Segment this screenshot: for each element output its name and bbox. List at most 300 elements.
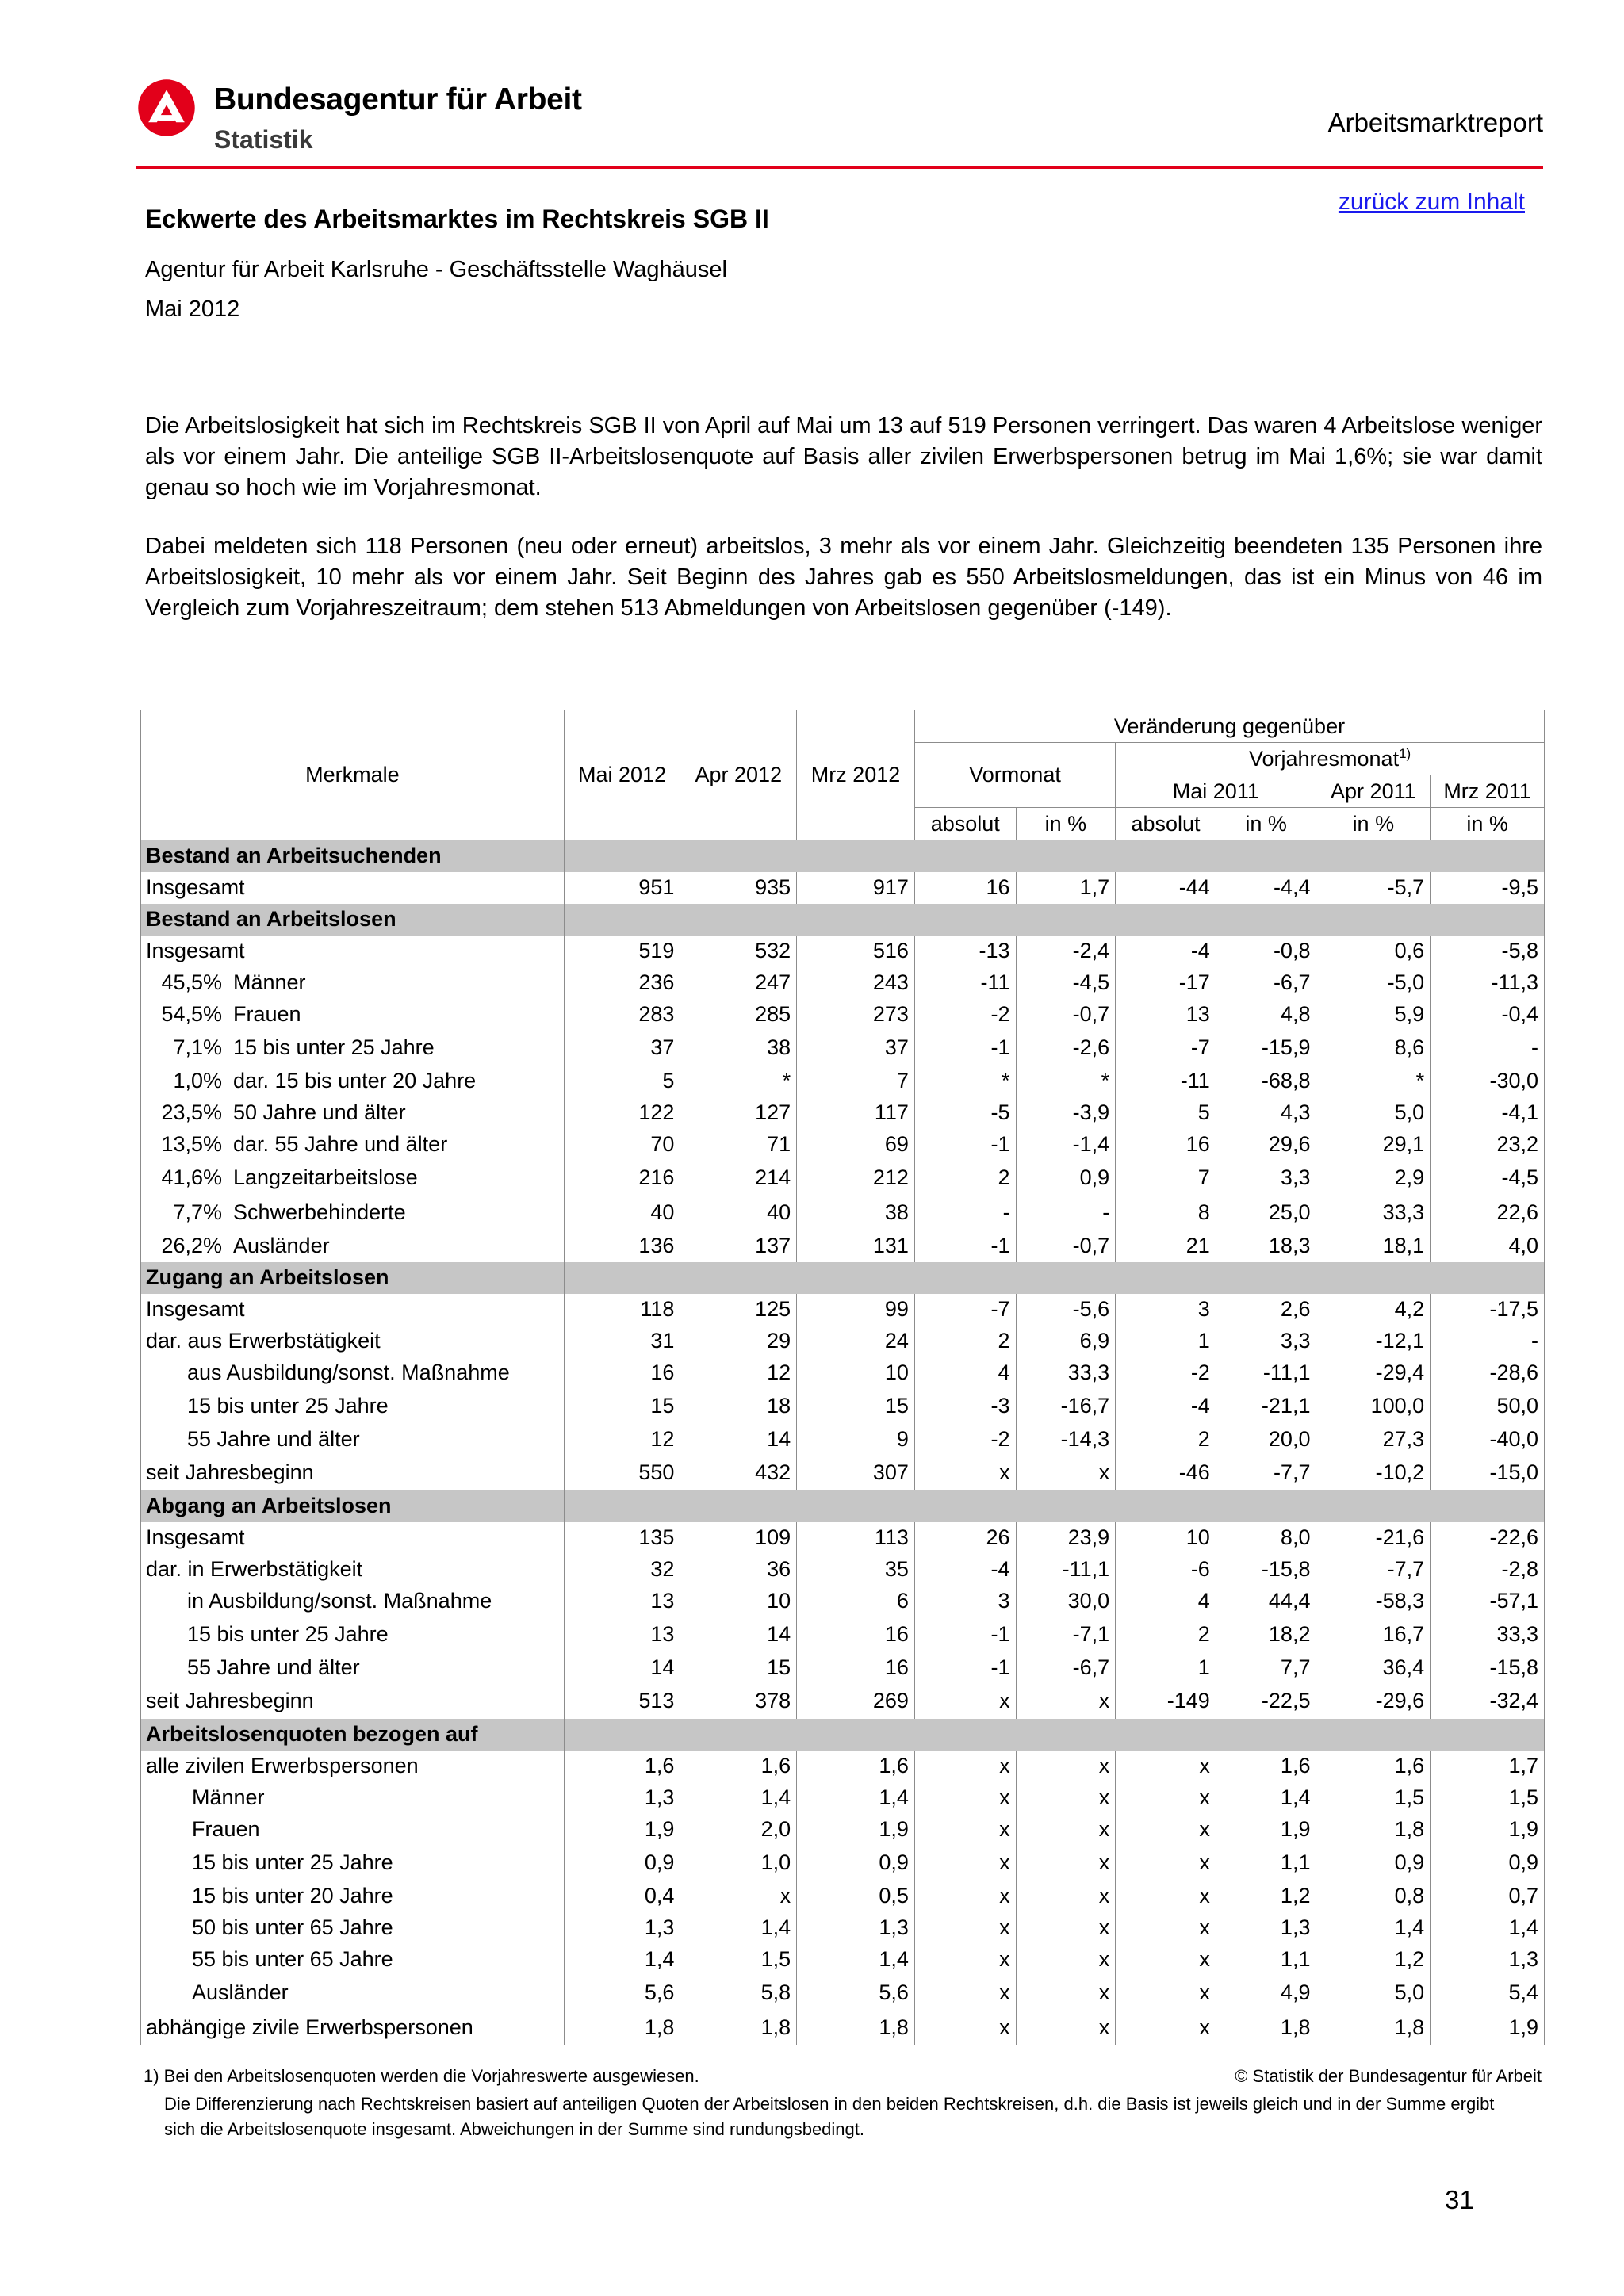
table-cell: -4,5	[1431, 1161, 1545, 1196]
table-cell: 1,6	[680, 1751, 797, 1782]
table-row	[141, 1554, 1545, 1586]
table-cell: 1,4	[797, 1944, 915, 1976]
table-cell: 22,6	[1431, 1196, 1545, 1230]
table-cell: -14,3	[1016, 1424, 1116, 1456]
table-cell: 3	[1116, 1294, 1216, 1326]
table-cell: -57,1	[1431, 1586, 1545, 1617]
table-cell: x	[914, 1881, 1016, 1912]
table-row	[141, 1912, 1545, 1944]
table-row	[141, 1522, 1545, 1554]
table-cell: 33,3	[1431, 1617, 1545, 1652]
row-label-cell: in Ausbildung/sonst. Maßnahme	[141, 1586, 565, 1617]
row-label-cell: Ausländer	[141, 1976, 565, 2011]
table-cell: -28,6	[1431, 1357, 1545, 1389]
table-cell: 1	[1116, 1326, 1216, 1357]
table-cell: 0,9	[1431, 1846, 1545, 1881]
table-cell: 13	[564, 1586, 680, 1617]
table-cell: -149	[1116, 1684, 1216, 1719]
table-cell: -4,4	[1216, 872, 1316, 904]
table-cell: 6,9	[1016, 1326, 1116, 1357]
page-number: 31	[1445, 2185, 1474, 2214]
table-cell: 100,0	[1316, 1389, 1431, 1424]
table-cell: -9,5	[1431, 872, 1545, 904]
table-cell: 935	[680, 872, 797, 904]
table-cell: 0,9	[797, 1846, 915, 1881]
header-merkmale: Merkmale	[141, 710, 565, 840]
header-mrz-2012: Mrz 2012	[797, 710, 915, 840]
table-cell: -11,3	[1431, 967, 1545, 999]
table-cell: 4,0	[1431, 1230, 1545, 1262]
table-cell: -15,0	[1431, 1456, 1545, 1490]
table-cell: -29,4	[1316, 1357, 1431, 1389]
table-cell: 36,4	[1316, 1652, 1431, 1684]
row-label-cell	[141, 1097, 565, 1129]
table-cell: -4	[1116, 1389, 1216, 1424]
table-cell: -0,7	[1016, 999, 1116, 1031]
row-label-cell	[141, 1066, 565, 1097]
table-cell: 550	[564, 1456, 680, 1490]
table-cell: 27,3	[1316, 1424, 1431, 1456]
table-row	[141, 936, 1545, 967]
table-cell: 25,0	[1216, 1196, 1316, 1230]
table-cell: 285	[680, 999, 797, 1031]
table-cell: x	[1116, 1846, 1216, 1881]
table-cell: -	[1431, 1326, 1545, 1357]
table-cell: 1,3	[1216, 1912, 1316, 1944]
table-cell: x	[1016, 1846, 1116, 1881]
table-cell: 29,6	[1216, 1129, 1316, 1161]
table-row	[141, 1846, 1545, 1881]
table-cell: -3,9	[1016, 1097, 1116, 1129]
table-cell: -12,1	[1316, 1326, 1431, 1357]
table-row	[141, 1097, 1545, 1129]
table-cell: -6,7	[1216, 967, 1316, 999]
table-cell: 378	[680, 1684, 797, 1719]
table-cell: -29,6	[1316, 1684, 1431, 1719]
section-fill	[564, 1262, 1544, 1294]
table-cell: 50,0	[1431, 1389, 1545, 1424]
table-row	[141, 872, 1545, 904]
table-cell: -7,1	[1016, 1617, 1116, 1652]
row-label-cell: 55 bis unter 65 Jahre	[141, 1944, 565, 1976]
table-cell: 33,3	[1316, 1196, 1431, 1230]
table-cell: x	[1116, 1912, 1216, 1944]
row-label-cell	[141, 1129, 565, 1161]
table-cell: 31	[564, 1326, 680, 1357]
table-cell: 1,1	[1216, 1944, 1316, 1976]
table-cell: *	[914, 1066, 1016, 1097]
table-cell: 5,9	[1316, 999, 1431, 1031]
table-cell: 32	[564, 1554, 680, 1586]
table-cell: 37	[564, 1031, 680, 1066]
table-cell: -2,8	[1431, 1554, 1545, 1586]
table-cell: 44,4	[1216, 1586, 1316, 1617]
table-cell: 29	[680, 1326, 797, 1357]
table-cell: 16	[914, 872, 1016, 904]
table-cell: 13	[1116, 999, 1216, 1031]
table-cell: 7	[1116, 1161, 1216, 1196]
table-cell: 18,3	[1216, 1230, 1316, 1262]
table-cell: *	[680, 1066, 797, 1097]
table-cell: 0,9	[1316, 1846, 1431, 1881]
header-absolut: absolut	[914, 808, 1016, 840]
table-cell: 1,6	[564, 1751, 680, 1782]
table-cell: 18,2	[1216, 1617, 1316, 1652]
table-cell: 16	[564, 1357, 680, 1389]
table-cell: 1,1	[1216, 1846, 1316, 1881]
table-cell: 4,2	[1316, 1294, 1431, 1326]
table-row	[141, 967, 1545, 999]
table-cell: 1,5	[680, 1944, 797, 1976]
table-cell: 2,0	[680, 1814, 797, 1846]
table-cell: 283	[564, 999, 680, 1031]
table-cell: 10	[680, 1586, 797, 1617]
header-in-pct: in %	[1316, 808, 1431, 840]
row-label-cell: aus Ausbildung/sonst. Maßnahme	[141, 1357, 565, 1389]
table-cell: 0,9	[564, 1846, 680, 1881]
table-row	[141, 1066, 1545, 1097]
table-cell: 7	[797, 1066, 915, 1097]
table-cell: x	[1016, 1684, 1116, 1719]
table-cell: -4,5	[1016, 967, 1116, 999]
table-cell: 40	[564, 1196, 680, 1230]
table-cell: 1,5	[1316, 1782, 1431, 1814]
table-cell: 118	[564, 1294, 680, 1326]
row-share: 7,1%	[173, 1035, 222, 1059]
table-cell: 26	[914, 1522, 1016, 1554]
table-cell: -1	[914, 1129, 1016, 1161]
table-cell: 5,6	[564, 1976, 680, 2011]
row-label: dar. 15 bis unter 20 Jahre	[233, 1069, 477, 1093]
row-label-cell: abhängige zivile Erwerbspersonen	[141, 2011, 565, 2045]
row-label: Ausländer	[233, 1234, 330, 1257]
table-cell: 35	[797, 1554, 915, 1586]
table-cell: 1,5	[1431, 1782, 1545, 1814]
header-apr-2012: Apr 2012	[680, 710, 797, 840]
table-cell: -21,6	[1316, 1522, 1431, 1554]
table-cell: 1,4	[680, 1912, 797, 1944]
table-cell: 13	[564, 1617, 680, 1652]
table-cell: 1,2	[1316, 1944, 1431, 1976]
table-cell: -32,4	[1431, 1684, 1545, 1719]
table-cell: 7,7	[1216, 1652, 1316, 1684]
table-cell: 1,9	[797, 1814, 915, 1846]
table-cell: -0,8	[1216, 936, 1316, 967]
table-cell: 0,9	[1016, 1161, 1116, 1196]
table-cell: *	[1316, 1066, 1431, 1097]
table-cell: -4,1	[1431, 1097, 1545, 1129]
agency-name: Agentur für Arbeit Karlsruhe - Geschäftsstelle Waghäusel	[145, 257, 727, 282]
table-cell: 135	[564, 1522, 680, 1554]
table-cell: x	[680, 1881, 797, 1912]
table-cell: 269	[797, 1684, 915, 1719]
table-cell: 2,6	[1216, 1294, 1316, 1326]
table-cell: 0,6	[1316, 936, 1431, 967]
table-cell: 2	[914, 1161, 1016, 1196]
row-label: dar. 55 Jahre und älter	[233, 1132, 448, 1156]
table-cell: 70	[564, 1129, 680, 1161]
table-cell: x	[914, 1456, 1016, 1490]
header-mai-2012: Mai 2012	[564, 710, 680, 840]
header-vorjahresmonat-label: Vorjahresmonat	[1248, 747, 1400, 771]
table-cell: 23,9	[1016, 1522, 1116, 1554]
row-label-cell	[141, 967, 565, 999]
report-title: Arbeitsmarktreport	[1327, 108, 1543, 137]
section-fill	[564, 904, 1544, 936]
row-label: 15 bis unter 25 Jahre	[233, 1035, 435, 1059]
table-cell: 4	[1116, 1586, 1216, 1617]
row-label-cell: 15 bis unter 25 Jahre	[141, 1389, 565, 1424]
row-share: 1,0%	[173, 1069, 222, 1093]
row-share: 7,7%	[173, 1200, 222, 1224]
table-cell: -21,1	[1216, 1389, 1316, 1424]
table-cell: -7,7	[1216, 1456, 1316, 1490]
header-absolut: absolut	[1116, 808, 1216, 840]
table-row	[141, 1976, 1545, 2011]
back-to-contents-link[interactable]: zurück zum Inhalt	[1338, 189, 1525, 215]
table-cell: 15	[564, 1389, 680, 1424]
table-cell: -5,6	[1016, 1294, 1116, 1326]
row-label-cell: 50 bis unter 65 Jahre	[141, 1912, 565, 1944]
table-cell: x	[914, 1846, 1016, 1881]
row-label-cell: seit Jahresbeginn	[141, 1456, 565, 1490]
header-in-pct: in %	[1016, 808, 1116, 840]
table-cell: -0,7	[1016, 1230, 1116, 1262]
section-row	[141, 1719, 1545, 1751]
table-cell: x	[914, 1944, 1016, 1976]
header-apr-2011: Apr 2011	[1316, 775, 1431, 808]
table-cell: 99	[797, 1294, 915, 1326]
table-cell: 5	[1116, 1097, 1216, 1129]
table-cell: 6	[797, 1586, 915, 1617]
document-title: Eckwerte des Arbeitsmarktes im Rechtskreis SGB II	[145, 205, 769, 233]
table-cell: *	[1016, 1066, 1116, 1097]
table-cell: 532	[680, 936, 797, 967]
section-label: Bestand an Arbeitsuchenden	[141, 840, 565, 872]
table-cell: 5	[564, 1066, 680, 1097]
table-cell: 0,5	[797, 1881, 915, 1912]
table-cell: 216	[564, 1161, 680, 1196]
row-label-cell: Insgesamt	[141, 1522, 565, 1554]
table-row	[141, 2011, 1545, 2045]
table-cell: 10	[1116, 1522, 1216, 1554]
table-cell: -11,1	[1216, 1357, 1316, 1389]
table-cell: 0,4	[564, 1881, 680, 1912]
section-fill	[564, 1719, 1544, 1751]
table-cell: -68,8	[1216, 1066, 1316, 1097]
section-fill	[564, 840, 1544, 872]
table-cell: 8,0	[1216, 1522, 1316, 1554]
table-cell: 1,3	[797, 1912, 915, 1944]
row-label-cell	[141, 1230, 565, 1262]
table-cell: 125	[680, 1294, 797, 1326]
table-cell: -15,8	[1216, 1554, 1316, 1586]
table-cell: 1,9	[1216, 1814, 1316, 1846]
table-cell: 4,8	[1216, 999, 1316, 1031]
table-cell: 1,2	[1216, 1881, 1316, 1912]
table-cell: 21	[1116, 1230, 1216, 1262]
table-cell: -15,8	[1431, 1652, 1545, 1684]
table-cell: x	[1016, 1456, 1116, 1490]
row-label: 50 Jahre und älter	[233, 1100, 406, 1124]
row-label: Frauen	[233, 1002, 301, 1026]
table-row	[141, 1617, 1545, 1652]
header-divider	[136, 166, 1543, 169]
table-cell: 40	[680, 1196, 797, 1230]
section-row	[141, 840, 1545, 872]
table-cell: -15,9	[1216, 1031, 1316, 1066]
table-cell: 1	[1116, 1652, 1216, 1684]
table-cell: -	[1431, 1031, 1545, 1066]
row-label-cell: dar. in Erwerbstätigkeit	[141, 1554, 565, 1586]
header-veraenderung: Veränderung gegenüber	[914, 710, 1544, 743]
table-cell: x	[914, 1976, 1016, 2011]
table-cell: -3	[914, 1389, 1016, 1424]
table-cell: -2	[1116, 1357, 1216, 1389]
key-figures-table	[140, 710, 1545, 2045]
table-cell: x	[914, 2011, 1016, 2045]
table-cell: -7	[1116, 1031, 1216, 1066]
table-cell: -4	[1116, 936, 1216, 967]
table-cell: -2,4	[1016, 936, 1116, 967]
table-cell: 38	[797, 1196, 915, 1230]
row-share: 23,5%	[161, 1100, 222, 1124]
table-cell: 24	[797, 1326, 915, 1357]
table-cell: 1,9	[1431, 1814, 1545, 1846]
table-row	[141, 1389, 1545, 1424]
ba-logo-icon	[136, 78, 197, 138]
table-cell: x	[914, 1782, 1016, 1814]
table-cell: 951	[564, 872, 680, 904]
table-cell: 14	[680, 1617, 797, 1652]
table-cell: 1,6	[797, 1751, 915, 1782]
row-label-cell	[141, 999, 565, 1031]
table-cell: -5,0	[1316, 967, 1431, 999]
row-label-cell: 15 bis unter 25 Jahre	[141, 1846, 565, 1881]
table-cell: -6,7	[1016, 1652, 1116, 1684]
summary-paragraph-1: Die Arbeitslosigkeit hat sich im Rechtskreis SGB II von April auf Mai um 13 auf 519 Personen verringert. Das waren 4 Arbeitslose weniger als vor einem Jahr. Die anteilige SGB II-Arbeitslosenquote auf Basis aller zivilen Erwerbspersonen betrug im Mai 1,6%; sie war damit genau so hoch wie im Vorjahresmonat.	[145, 413, 1542, 500]
row-label: Langzeitarbeitslose	[233, 1165, 418, 1189]
table-cell: 1,9	[1431, 2011, 1545, 2045]
table-cell: 14	[564, 1652, 680, 1684]
table-cell: 1,9	[564, 1814, 680, 1846]
header-in-pct: in %	[1216, 808, 1316, 840]
row-label-cell: 15 bis unter 20 Jahre	[141, 1881, 565, 1912]
table-cell: 38	[680, 1031, 797, 1066]
table-cell: x	[1116, 1814, 1216, 1846]
table-cell: -44	[1116, 872, 1216, 904]
header-in-pct: in %	[1431, 808, 1545, 840]
footnote-marker: 1)	[1399, 746, 1411, 761]
header-vorjahresmonat	[1116, 743, 1545, 775]
table-cell: 513	[564, 1684, 680, 1719]
table-row	[141, 1357, 1545, 1389]
table-cell: 1,4	[1431, 1912, 1545, 1944]
row-label: Schwerbehinderte	[233, 1200, 406, 1224]
section-label: Bestand an Arbeitslosen	[141, 904, 565, 936]
table-cell: x	[1016, 1782, 1116, 1814]
row-label-cell	[141, 1196, 565, 1230]
table-cell: -17	[1116, 967, 1216, 999]
section-row	[141, 1262, 1545, 1294]
table-cell: 4,3	[1216, 1097, 1316, 1129]
org-name: Bundesagentur für Arbeit	[214, 82, 582, 117]
table-cell: 1,6	[1216, 1751, 1316, 1782]
table-cell: 16	[1116, 1129, 1216, 1161]
table-cell: 1,8	[1316, 2011, 1431, 2045]
table-cell: 1,8	[797, 2011, 915, 2045]
table-cell: 4,9	[1216, 1976, 1316, 2011]
table-cell: 109	[680, 1522, 797, 1554]
row-label-cell: Frauen	[141, 1814, 565, 1846]
report-period: Mai 2012	[145, 297, 240, 322]
table-cell: -2,6	[1016, 1031, 1116, 1066]
table-cell: 16	[797, 1617, 915, 1652]
table-cell: 5,0	[1316, 1097, 1431, 1129]
table-cell: 16,7	[1316, 1617, 1431, 1652]
table-cell: -	[914, 1196, 1016, 1230]
table-cell: 18,1	[1316, 1230, 1431, 1262]
table-cell: 236	[564, 967, 680, 999]
table-cell: 432	[680, 1456, 797, 1490]
table-cell: 36	[680, 1554, 797, 1586]
table-cell: 12	[680, 1357, 797, 1389]
table-cell: 307	[797, 1456, 915, 1490]
table-cell: 1,3	[1431, 1944, 1545, 1976]
table-cell: -7,7	[1316, 1554, 1431, 1586]
table-cell: -5,7	[1316, 872, 1431, 904]
table-cell: 14	[680, 1424, 797, 1456]
table-cell: 2	[914, 1326, 1016, 1357]
table-cell: x	[914, 1912, 1016, 1944]
table-cell: 1,4	[680, 1782, 797, 1814]
table-cell: 1,7	[1431, 1751, 1545, 1782]
row-share: 45,5%	[161, 970, 222, 994]
table-cell: -11	[914, 967, 1016, 999]
table-cell: -22,5	[1216, 1684, 1316, 1719]
table-cell: 117	[797, 1097, 915, 1129]
section-label: Abgang an Arbeitslosen	[141, 1490, 565, 1522]
row-label-cell: Insgesamt	[141, 872, 565, 904]
table-cell: -2	[914, 999, 1016, 1031]
table-cell: 5,8	[680, 1976, 797, 2011]
table-row	[141, 1944, 1545, 1976]
table-cell: 23,2	[1431, 1129, 1545, 1161]
table-cell: 20,0	[1216, 1424, 1316, 1456]
table-cell: x	[1116, 1782, 1216, 1814]
table-row	[141, 1129, 1545, 1161]
table-row	[141, 1031, 1545, 1066]
row-share: 13,5%	[161, 1132, 222, 1156]
row-share: 54,5%	[161, 1002, 222, 1026]
row-share: 41,6%	[161, 1165, 222, 1189]
table-cell: x	[914, 1751, 1016, 1782]
table-cell: 5,4	[1431, 1976, 1545, 2011]
table-cell: -16,7	[1016, 1389, 1116, 1424]
table-cell: 136	[564, 1230, 680, 1262]
table-cell: 0,7	[1431, 1881, 1545, 1912]
table-cell: 4	[914, 1357, 1016, 1389]
table-cell: 8	[1116, 1196, 1216, 1230]
table-cell: x	[1116, 2011, 1216, 2045]
table-cell: -1	[914, 1617, 1016, 1652]
header-vormonat: Vormonat	[914, 743, 1115, 808]
table-cell: 29,1	[1316, 1129, 1431, 1161]
table-row	[141, 1456, 1545, 1490]
table-cell: 1,8	[680, 2011, 797, 2045]
table-cell: x	[1116, 1976, 1216, 2011]
table-cell: 127	[680, 1097, 797, 1129]
